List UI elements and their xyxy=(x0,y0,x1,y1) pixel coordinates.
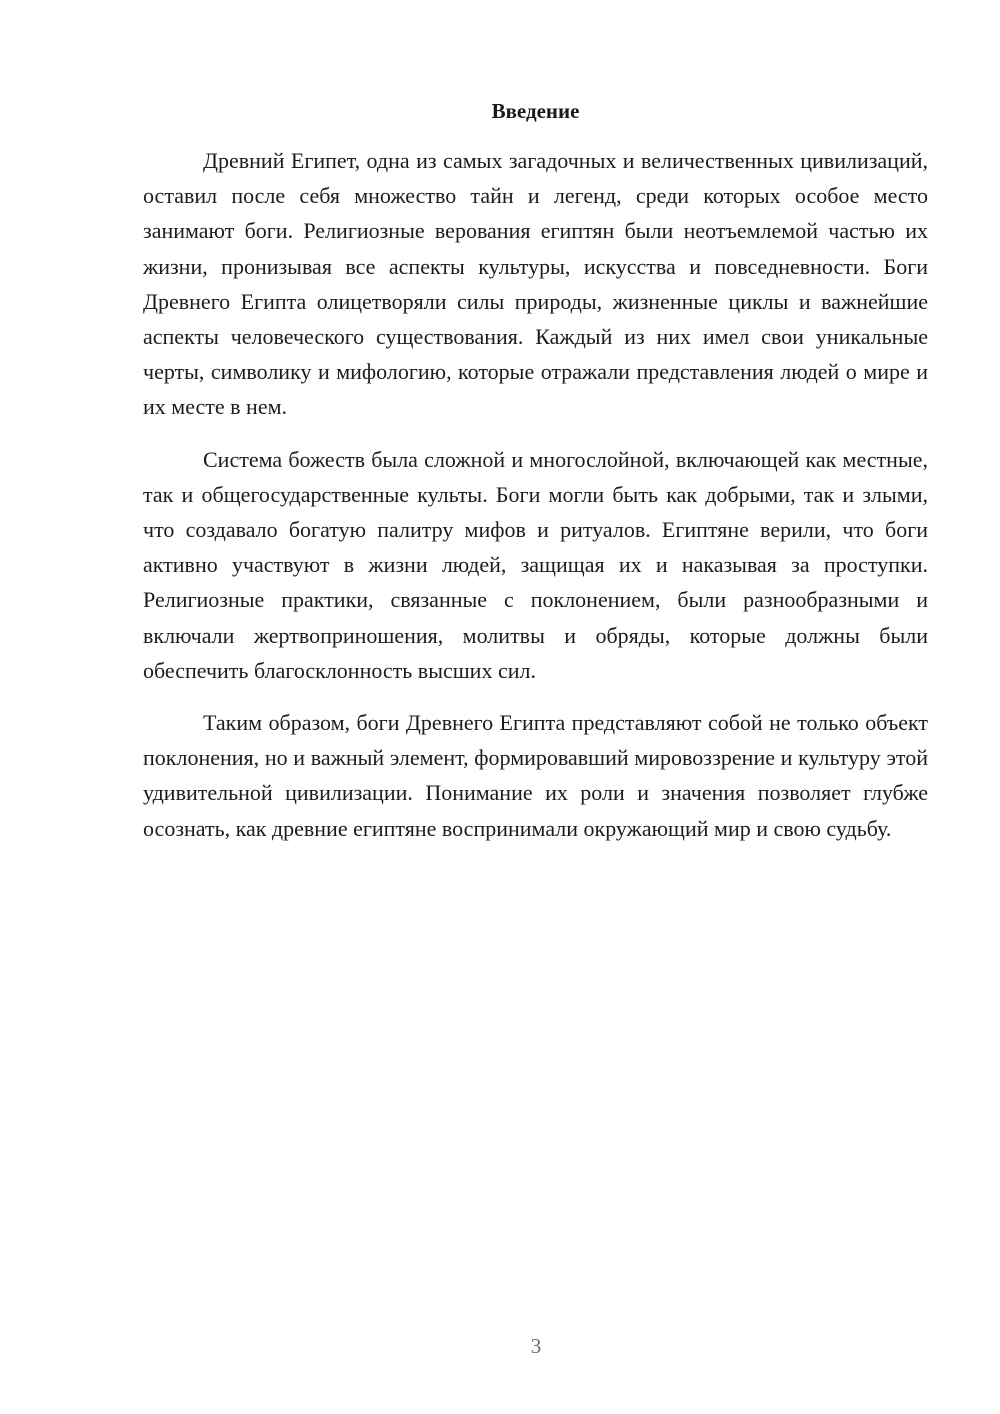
page-number: 3 xyxy=(530,1334,542,1358)
paragraph-2: Система божеств была сложной и многослойной, включающей как местные, так и общегосударственные культы. Боги могли быть как добрыми, так и злыми, что создавало богатую палитру мифов и ритуалов. Египтяне верили, что боги активно участвуют в жизни людей, защищая их и наказывая за проступки. Религиозные практики, связанные с поклонением, были разнообразными и включали жертвоприношения, молитвы и обряды, которые должны были обеспечить благосклонность высших сил. xyxy=(143,446,928,683)
paragraph-3: Таким образом, боги Древнего Египта представляют собой не только объект поклонения, но и важный элемент, формировавший мировоззрение и культуру этой удивительной цивилизации. Понимание их роли и значения позволяет глубже осознать, как древние египтяне воспринимали окружающий мир и свою судьбу. xyxy=(143,710,928,841)
paragraph-1: Древний Египет, одна из самых загадочных и величественных цивилизаций, оставил после себя множество тайн и легенд, среди которых особое место занимают боги. Религиозные верования египтян были неотъемлемой частью их жизни, пронизывая все аспекты культуры, искусства и повседневности. Боги Древнего Египта олицетворяли силы природы, жизненные циклы и важнейшие аспекты человеческого существования. Каждый из них имел свои уникальные черты, символику и мифологию, которые отражали представления людей о мире и их месте в нем. xyxy=(143,148,928,420)
body-text xyxy=(143,143,928,863)
section-heading: Введение xyxy=(491,99,580,123)
